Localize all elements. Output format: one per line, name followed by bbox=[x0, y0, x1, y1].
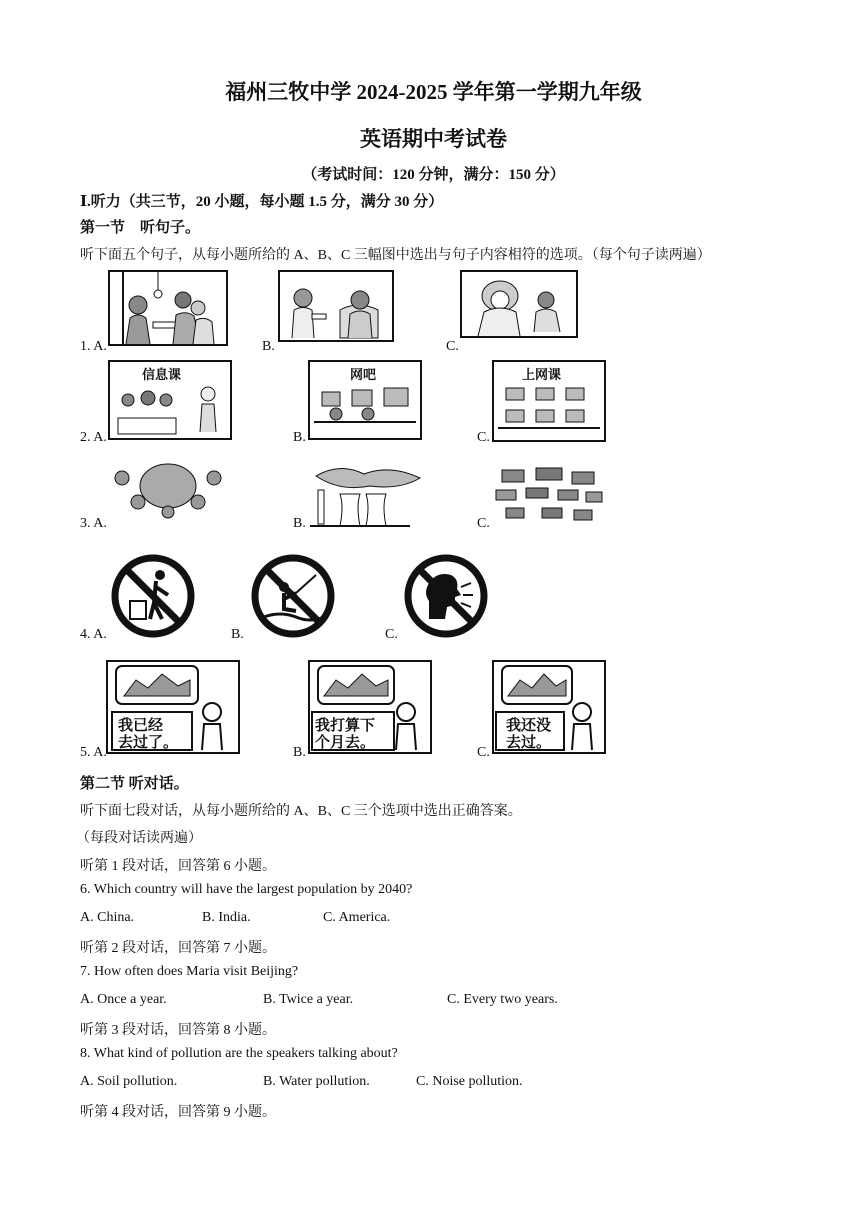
q5-label-c: C. bbox=[477, 745, 490, 760]
q2-label-b: B. bbox=[293, 430, 306, 445]
q4-label-b: B. bbox=[231, 627, 244, 642]
q1-picture-b bbox=[278, 270, 394, 342]
q5-bubble-a-line2: 去过了。 bbox=[118, 733, 179, 751]
dialogue-intro: 听第 4 段对话，回答第 9 小题。 bbox=[80, 1105, 276, 1120]
q1-picture-a bbox=[108, 270, 228, 346]
q3-label-b: B. bbox=[293, 516, 306, 531]
q1-label-b: B. bbox=[262, 339, 275, 354]
q5-bubble-b bbox=[315, 717, 375, 751]
option-b: B. India. bbox=[202, 910, 251, 925]
option-a: A. Soil pollution. bbox=[80, 1074, 178, 1089]
dialogue-intro: 听第 2 段对话，回答第 7 小题。 bbox=[80, 941, 276, 956]
q5-bubble-c-line1: 我还没 bbox=[506, 716, 552, 734]
q4-picture-c bbox=[403, 553, 489, 639]
question-text: 6. Which country will have the largest population by 2040? bbox=[80, 882, 413, 897]
q1-picture-c bbox=[460, 270, 578, 338]
q5-bubble-a-line1: 我已经 bbox=[118, 716, 164, 734]
q2-label: 2. A. bbox=[80, 430, 107, 445]
option-c: C. America. bbox=[323, 910, 391, 925]
q3-picture-c bbox=[492, 462, 604, 522]
q2-caption-a: 信息课 bbox=[142, 368, 182, 383]
q3-label-c: C. bbox=[477, 516, 490, 531]
question-text: 7. How often does Maria visit Beijing? bbox=[80, 964, 299, 979]
option-a: A. China. bbox=[80, 910, 135, 925]
q1-label-c: C. bbox=[446, 339, 459, 354]
exam-title: 福州三牧中学 2024-2025 学年第一学期九年级 bbox=[225, 80, 642, 104]
q5-bubble-c bbox=[506, 717, 551, 751]
part1-title: 第一节 听句子。 bbox=[80, 220, 201, 236]
q1-label: 1. A. bbox=[80, 339, 107, 354]
option-a: A. Once a year. bbox=[80, 992, 167, 1007]
q3-picture-b bbox=[310, 460, 424, 528]
option-b: B. Twice a year. bbox=[263, 992, 354, 1007]
exam-subtitle: 英语期中考试卷 bbox=[360, 127, 507, 151]
dialogue-intro: 听第 1 段对话，回答第 6 小题。 bbox=[80, 859, 276, 874]
q4-label-c: C. bbox=[385, 627, 398, 642]
part2-title: 第二节 听对话。 bbox=[80, 776, 189, 792]
q4-picture-b bbox=[250, 553, 336, 639]
part1-instruction: 听下面五个句子，从每小题所给的 A、B、C 三幅图中选出与句子内容相符的选项。（每个句子读两遍） bbox=[80, 248, 711, 263]
q5-bubble-c-line2: 去过。 bbox=[506, 733, 552, 751]
part2-note: （每段对话读两遍） bbox=[76, 831, 202, 846]
question-text: 8. What kind of pollution are the speakers talking about? bbox=[80, 1046, 398, 1061]
q3-picture-a bbox=[108, 458, 228, 520]
q5-bubble-a bbox=[118, 717, 178, 751]
section-heading: Ⅰ.听力（共三节，20 小题，每小题 1.5 分，满分 30 分） bbox=[80, 194, 444, 210]
dialogue-intro: 听第 3 段对话，回答第 8 小题。 bbox=[80, 1023, 276, 1038]
q5-bubble-b-line2: 个月去。 bbox=[315, 733, 376, 751]
q2-caption-b: 网吧 bbox=[350, 368, 377, 383]
part2-instruction: 听下面七段对话，从每小题所给的 A、B、C 三个选项中选出正确答案。 bbox=[80, 804, 522, 819]
exam-info: （考试时间：120 分钟，满分：150 分） bbox=[302, 167, 565, 183]
q4-picture-a bbox=[110, 553, 196, 639]
q2-label-c: C. bbox=[477, 430, 490, 445]
option-b: B. Water pollution. bbox=[263, 1074, 370, 1089]
q5-label: 5. A. bbox=[80, 745, 107, 760]
q5-label-b: B. bbox=[293, 745, 306, 760]
q2-caption-c: 上网课 bbox=[522, 368, 562, 383]
q3-label: 3. A. bbox=[80, 516, 107, 531]
option-c: C. Noise pollution. bbox=[416, 1074, 523, 1089]
option-c: C. Every two years. bbox=[447, 992, 558, 1007]
q5-bubble-b-line1: 我打算下 bbox=[315, 716, 376, 734]
q4-label: 4. A. bbox=[80, 627, 107, 642]
